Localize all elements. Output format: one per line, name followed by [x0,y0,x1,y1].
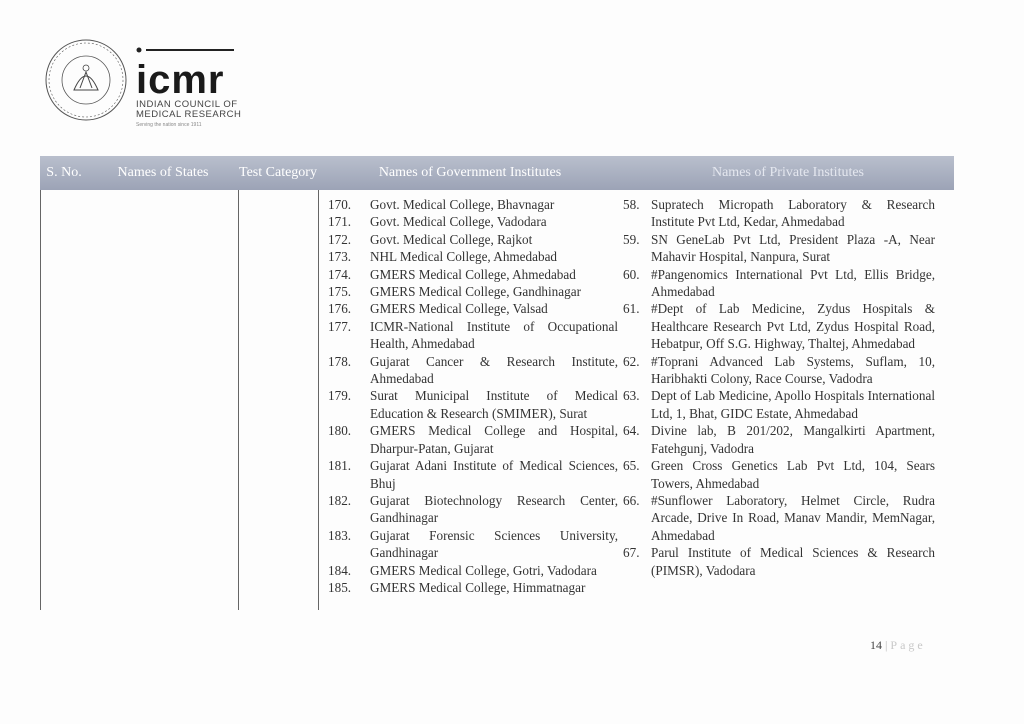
government-institute-item [328,248,618,265]
private-institute-item-name: Green Cross Genetics Lab Pvt Ltd, 104, Sears Towers, Ahmedabad [651,458,935,491]
private-institute-item-number: 64. [623,423,640,439]
private-institute-item-name: #Toprani Advanced Lab Systems, Suflam, 10, Haribhakti Colony, Race Course, Vadodra [651,353,935,387]
private-institute-item-name: Parul Institute of Medical Sciences & Research (PIMSR), Vadodara [651,545,935,578]
government-institute-item-number: 179. [328,388,352,404]
private-institute-item [623,544,935,579]
government-institute-item-number: 173. [328,249,352,265]
private-institute-item [623,387,935,422]
government-institute-item-name: GMERS Medical College, Gandhinagar [370,284,581,300]
private-institute-item-name: Dept of Lab Medicine, Apollo Hospitals International Ltd, 1, Bhat, GIDC Estate, Ahmedabad [651,388,935,421]
government-institute-item-name: GMERS Medical College, Valsad [370,301,548,317]
private-institute-item [623,492,935,544]
icmr-logo [44,38,484,148]
government-institutes-list [328,196,618,596]
header-sno: S. No. [46,165,82,180]
table-header [40,156,954,190]
page-word: Page [890,638,926,652]
government-institute-item [328,213,618,230]
government-institute-item-number: 171. [328,214,352,230]
header-private: Names of Private Institutes [711,165,865,180]
government-institute-item [328,353,618,388]
government-institute-item [328,562,618,579]
government-institute-item-number: 184. [328,562,352,578]
private-institute-item-number: 60. [623,266,640,282]
government-institute-item-name: Gujarat Forensic Sciences University, Gandhinagar [370,527,618,561]
private-institute-item-number: 67. [623,545,640,561]
column-divider [40,190,41,610]
private-institute-item-name: #Dept of Lab Medicine, Zydus Hospitals & Healthcare Research Pvt Ltd, Zydus Hospital Road, Hebatpur, Off S.G. Highway, Thaltej, Ahmedabad [651,301,935,352]
private-institute-item-name: #Sunflower Laboratory, Helmet Circle, Rudra Arcade, Drive In Road, Manav Mandir, MemNagar, Ahmedabad [651,492,935,543]
private-institute-item [623,196,935,231]
government-institute-item [328,492,618,527]
private-institute-item-name: #Pangenomics International Pvt Ltd, Ellis Bridge, Ahmedabad [651,266,935,300]
government-institute-item-name: Gujarat Adani Institute of Medical Sciences, Bhuj [370,458,618,491]
government-institute-item-number: 170. [328,197,352,212]
government-institute-item [328,422,618,457]
page-footer [870,638,926,653]
table-body [40,190,954,610]
government-institute-item-number: 180. [328,423,352,439]
government-institute-item-number: 174. [328,266,352,282]
government-institute-item-name: Govt. Medical College, Bhavnagar [370,197,555,212]
column-divider [238,190,239,610]
org-tagline: Serving the nation since 1911 [136,122,202,128]
private-institute-item [623,300,935,352]
header-test-category: Test Category [239,165,317,180]
government-institute-item-name: GMERS Medical College and Hospital, Dharpur-Patan, Gujarat [370,423,618,456]
private-institute-item [623,353,935,388]
government-institute-item-number: 182. [328,492,352,508]
private-institute-item-number: 62. [623,353,640,369]
header-states: Names of States [117,165,209,180]
private-institute-item-number: 66. [623,492,640,508]
org-short-name: icmr [136,58,225,102]
government-institute-item-number: 185. [328,579,352,595]
page-number: 14 [870,638,882,652]
government-institute-item-name: Surat Municipal Institute of Medical Education & Research (SMIMER), Surat [370,388,618,421]
header-government: Names of Government Institutes [378,165,562,180]
org-full-name-1: INDIAN COUNCIL OF [136,99,238,110]
government-institute-item [328,527,618,562]
private-institute-item-name: Divine lab, B 201/202, Mangalkirti Apartment, Fatehgunj, Vadodra [651,423,935,456]
government-institute-item-name: GMERS Medical College, Himmatnagar [370,579,586,595]
government-institute-item-name: GMERS Medical College, Ahmedabad [370,266,576,282]
government-institute-item [328,266,618,283]
private-institute-item-name: Supratech Micropath Laboratory & Research Institute Pvt Ltd, Kedar, Ahmedabad [651,197,935,230]
icmr-seal-icon [44,38,128,122]
private-institute-item-number: 58. [623,197,640,212]
private-institute-item-number: 61. [623,301,640,317]
private-institute-item [623,422,935,457]
government-institute-item [328,387,618,422]
private-institute-item-number: 65. [623,458,640,474]
government-institute-item [328,300,618,317]
private-institute-item-number: 59. [623,231,640,247]
private-institute-item-number: 63. [623,388,640,404]
government-institute-item-number: 176. [328,301,352,317]
government-institute-item-name: Gujarat Biotechnology Research Center, Gandhinagar [370,492,618,526]
government-institute-item-number: 175. [328,284,352,300]
private-institute-item [623,231,935,266]
private-institute-item [623,457,935,492]
government-institute-item [328,318,618,353]
government-institute-item [328,231,618,248]
private-institute-item [623,266,935,301]
private-institute-item-name: SN GeneLab Pvt Ltd, President Plaza -A, Near Mahavir Hospital, Nanpura, Surat [651,231,935,265]
government-institute-item [328,457,618,492]
government-institute-item-number: 177. [328,318,352,334]
government-institute-item [328,196,618,213]
column-divider [318,190,319,610]
government-institute-item-name: Govt. Medical College, Rajkot [370,231,533,247]
government-institute-item-number: 178. [328,353,352,369]
institutes-table [40,156,954,610]
private-institutes-list [623,196,935,579]
government-institute-item-number: 183. [328,527,352,543]
brand-rule-icon [136,45,236,55]
government-institute-item-number: 172. [328,231,352,247]
government-institute-item-name: ICMR-National Institute of Occupational Health, Ahmedabad [370,318,618,352]
org-full-name-2: MEDICAL RESEARCH [136,109,242,120]
government-institute-item-number: 181. [328,458,352,474]
page-separator: | [885,638,888,652]
government-institute-item-name: GMERS Medical College, Gotri, Vadodara [370,562,597,578]
government-institute-item [328,579,618,596]
government-institute-item-name: NHL Medical College, Ahmedabad [370,249,558,265]
government-institute-item-name: Govt. Medical College, Vadodara [370,214,547,230]
government-institute-item [328,283,618,300]
government-institute-item-name: Gujarat Cancer & Research Institute, Ahmedabad [370,353,618,387]
